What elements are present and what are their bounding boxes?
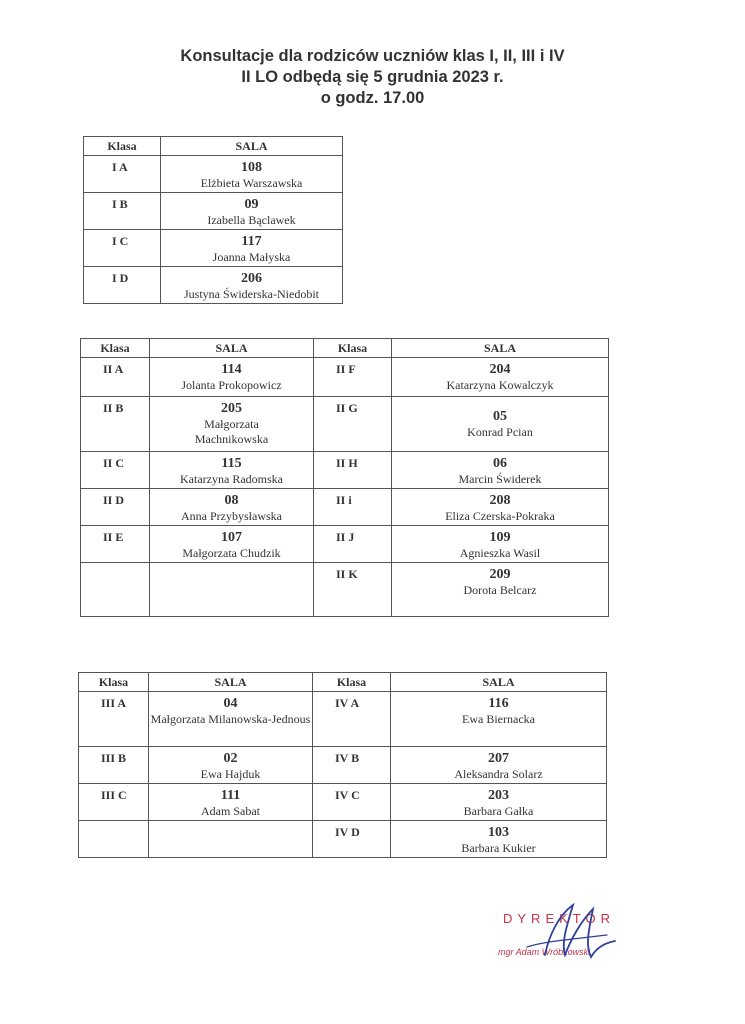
table-row xyxy=(81,358,609,397)
table-row xyxy=(84,156,343,193)
class-cell: I B xyxy=(84,193,161,230)
teacher-name: Izabella Bąclawek xyxy=(207,213,296,227)
class-cell: III C xyxy=(79,784,149,821)
header-sala: SALA xyxy=(391,673,607,692)
teacher-name: Eliza Czerska-Pokraka xyxy=(445,509,555,523)
room-cell xyxy=(391,747,607,784)
room-number: 09 xyxy=(244,197,259,212)
room-number: 08 xyxy=(224,493,239,508)
room-cell xyxy=(391,692,607,747)
class-cell: III A xyxy=(79,692,149,747)
header-sala: SALA xyxy=(149,673,313,692)
class-cell xyxy=(81,563,150,617)
room-cell xyxy=(392,489,609,526)
room-cell xyxy=(391,821,607,858)
room-number: 111 xyxy=(220,788,241,803)
room-number: 103 xyxy=(488,825,509,840)
table-class-2 xyxy=(80,338,609,617)
teacher-name: Marcin Świderek xyxy=(458,472,542,486)
class-cell: II i xyxy=(314,489,392,526)
teacher-name: Ewa Hajduk xyxy=(200,767,261,781)
table-row xyxy=(81,563,609,617)
class-cell: II B xyxy=(81,397,150,452)
room-cell xyxy=(149,821,313,858)
title-line-3: o godz. 17.00 xyxy=(320,89,425,107)
teacher-name: Małgorzata Machnikowska xyxy=(194,417,269,446)
table-row xyxy=(79,821,607,858)
table-row xyxy=(79,692,607,747)
header-klasa: Klasa xyxy=(314,339,392,358)
teacher-name: Barbara Kukier xyxy=(461,841,536,855)
class-cell: II K xyxy=(314,563,392,617)
room-cell xyxy=(392,452,609,489)
table-row xyxy=(84,267,343,304)
class-cell: IV D xyxy=(313,821,391,858)
room-number: 107 xyxy=(221,530,242,545)
room-number: 205 xyxy=(221,401,242,416)
handwritten-signature xyxy=(515,895,625,965)
table-row xyxy=(79,747,607,784)
table-class-3-4 xyxy=(78,672,607,858)
teacher-name: Konrad Pcian xyxy=(467,425,533,439)
room-number: 117 xyxy=(241,234,262,249)
header-klasa: Klasa xyxy=(81,339,150,358)
stamp-name: mgr Adam Wróbkowski xyxy=(498,947,591,957)
header-klasa: Klasa xyxy=(79,673,149,692)
room-cell xyxy=(161,230,343,267)
table-row xyxy=(79,784,607,821)
table-header-row xyxy=(81,339,609,358)
room-cell xyxy=(161,193,343,230)
class-cell: III B xyxy=(79,747,149,784)
table-row xyxy=(84,230,343,267)
teacher-name: Małgorzata Chudzik xyxy=(182,546,281,560)
class-cell: I C xyxy=(84,230,161,267)
class-cell: I D xyxy=(84,267,161,304)
room-cell xyxy=(391,784,607,821)
teacher-name: Agnieszka Wasil xyxy=(459,546,541,560)
room-number: 114 xyxy=(221,362,242,377)
teacher-name: Anna Przybysławska xyxy=(181,509,282,523)
teacher-name: Justyna Świderska-Niedobit xyxy=(184,287,319,301)
teacher-name: Joanna Małyska xyxy=(212,250,291,264)
class-cell: II G xyxy=(314,397,392,452)
table-class-1 xyxy=(83,136,343,304)
class-cell: IV B xyxy=(313,747,391,784)
room-cell xyxy=(161,267,343,304)
teacher-name: Elżbieta Warszawska xyxy=(200,176,303,190)
title-line-1: Konsultacje dla rodziców uczniów klas I, II, III i IV xyxy=(180,47,565,65)
table-row xyxy=(81,452,609,489)
room-cell xyxy=(392,358,609,397)
room-cell xyxy=(392,397,609,452)
class-cell: II C xyxy=(81,452,150,489)
class-cell: IV C xyxy=(313,784,391,821)
class-cell: II J xyxy=(314,526,392,563)
room-number: 209 xyxy=(489,567,511,582)
room-number: 115 xyxy=(221,456,242,471)
room-cell xyxy=(149,747,313,784)
class-cell xyxy=(79,821,149,858)
table-row xyxy=(81,489,609,526)
class-cell: II A xyxy=(81,358,150,397)
teacher-name: Katarzyna Kowalczyk xyxy=(446,378,554,392)
header-sala: SALA xyxy=(392,339,609,358)
stamp-title: DYREKTOR xyxy=(503,911,615,926)
room-cell xyxy=(392,526,609,563)
room-cell xyxy=(149,784,313,821)
table-row xyxy=(81,526,609,563)
room-cell xyxy=(392,563,609,617)
class-cell: II E xyxy=(81,526,150,563)
teacher-name: Ewa Biernacka xyxy=(462,712,535,726)
table-row xyxy=(84,193,343,230)
table-row xyxy=(81,397,609,452)
room-cell xyxy=(161,156,343,193)
class-cell: I A xyxy=(84,156,161,193)
room-number: 204 xyxy=(489,362,511,377)
room-number: 02 xyxy=(223,751,238,766)
room-number: 206 xyxy=(241,271,262,286)
title-line-2: II LO odbędą się 5 grudnia 2023 r. xyxy=(241,68,504,86)
room-number: 208 xyxy=(489,493,511,508)
teacher-name: Małgorzata Milanowska-Jednous xyxy=(150,712,311,726)
header-klasa: Klasa xyxy=(313,673,391,692)
class-cell: II H xyxy=(314,452,392,489)
room-cell xyxy=(149,692,313,747)
class-cell: II D xyxy=(81,489,150,526)
teacher-name: Barbara Gałka xyxy=(463,804,534,818)
room-number: 203 xyxy=(488,788,509,803)
teacher-name: Jolanta Prokopowicz xyxy=(181,378,282,392)
header-klasa: Klasa xyxy=(84,137,161,156)
page-title xyxy=(0,46,745,109)
room-number: 207 xyxy=(488,751,509,766)
room-number: 06 xyxy=(493,456,507,471)
class-cell: IV A xyxy=(313,692,391,747)
table-header-row xyxy=(79,673,607,692)
room-cell xyxy=(150,358,314,397)
room-number: 109 xyxy=(489,530,511,545)
room-number: 04 xyxy=(223,696,238,711)
room-number: 05 xyxy=(493,409,507,424)
teacher-name: Aleksandra Solarz xyxy=(454,767,543,781)
header-sala: SALA xyxy=(161,137,343,156)
class-cell: II F xyxy=(314,358,392,397)
room-cell xyxy=(150,452,314,489)
teacher-name: Katarzyna Radomska xyxy=(180,472,283,486)
teacher-name: Adam Sabat xyxy=(201,804,260,818)
room-cell xyxy=(150,397,314,452)
table-header-row xyxy=(84,137,343,156)
teacher-name: Dorota Belcarz xyxy=(463,583,537,597)
room-cell xyxy=(150,489,314,526)
room-cell xyxy=(150,526,314,563)
room-number: 116 xyxy=(488,696,509,711)
header-sala: SALA xyxy=(150,339,314,358)
room-number: 108 xyxy=(241,160,262,175)
room-cell xyxy=(150,563,314,617)
